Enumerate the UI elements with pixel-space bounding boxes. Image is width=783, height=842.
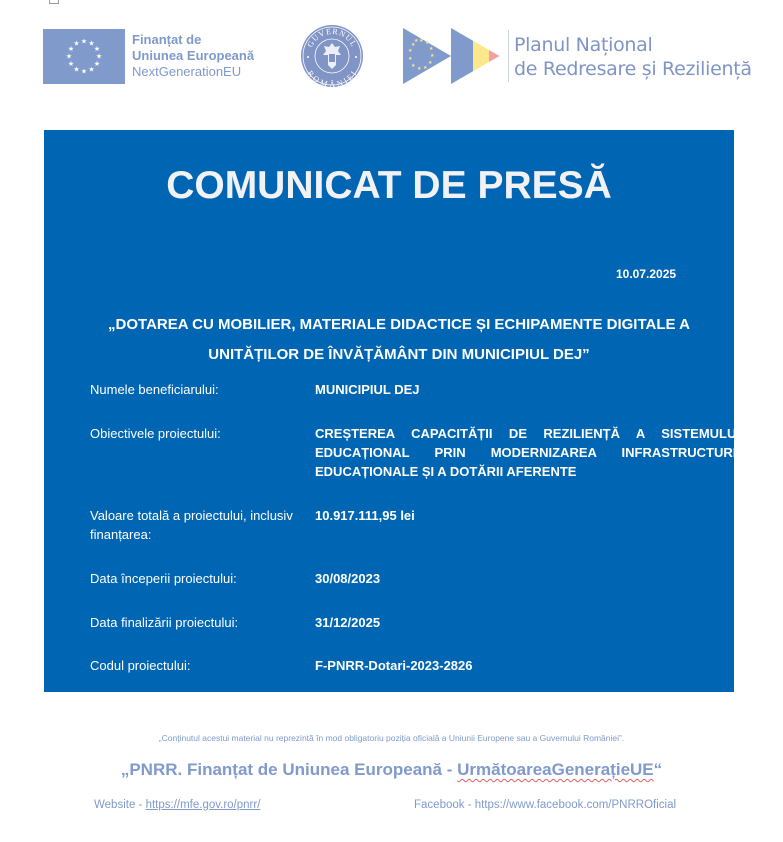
svg-text:★: ★ (429, 46, 434, 52)
pnrr-logo-line2: de Redresare și Reziliență (514, 58, 752, 80)
field-value: 31/12/2025 (315, 615, 381, 630)
svg-text:★: ★ (93, 45, 101, 53)
pnrr-logo-line1: Planul Național (514, 34, 653, 56)
svg-text:★: ★ (428, 60, 433, 66)
svg-text:★: ★ (95, 53, 103, 61)
project-title-line2: UNITĂȚILOR DE ÎNVĂȚĂMÂNT DIN MUNICIPIUL DEJ” (208, 346, 590, 363)
press-release-panel (44, 130, 740, 692)
release-date: 10.07.2025 (616, 267, 677, 281)
svg-text:★: ★ (73, 66, 80, 74)
svg-text:★: ★ (411, 63, 416, 69)
slogan-suffix: “ (653, 760, 663, 779)
slogan-hashtag: UrmătoareaGenerațieUE (457, 760, 654, 779)
pnrr-logo-divider (508, 30, 509, 82)
pnrr-logo-text (514, 33, 752, 81)
svg-text:★: ★ (88, 40, 95, 48)
svg-text:★: ★ (414, 38, 419, 44)
svg-text:ROMÂNIEI: ROMÂNIEI (305, 68, 359, 88)
project-title (64, 310, 734, 370)
eu-funding-line1: Finanțat de (132, 32, 202, 47)
facebook-link[interactable]: Facebook - https://www.facebook.com/PNRROficial (414, 799, 677, 811)
field-label: Data finalizării proiectului: (90, 615, 239, 630)
svg-text:★: ★ (80, 68, 88, 76)
svg-text:★: ★ (93, 60, 101, 68)
svg-text:★: ★ (65, 53, 73, 61)
svg-text:★: ★ (88, 66, 95, 74)
svg-text:★: ★ (419, 38, 424, 44)
eu-funding-text (132, 32, 254, 80)
svg-text:★: ★ (67, 45, 75, 53)
slogan-prefix: „PNRR. Finanțat de Uniunea Europeană - (120, 760, 458, 779)
eu-funding-line3: NextGenerationEU (132, 64, 242, 79)
svg-text:★: ★ (80, 38, 88, 46)
text-boundary-mark (49, 0, 59, 4)
field-label: Numele beneficiarului: (90, 382, 219, 397)
website-link[interactable]: https://mfe.gov.ro/pnrr/ (145, 799, 261, 811)
website-label: Website - (94, 799, 146, 811)
svg-text:★: ★ (408, 48, 413, 54)
disclaimer-text: „Conținutul acestui material nu reprezintă în mod obligatoriu poziția oficială a Uniunii Europene sau a Guvernului României”. (158, 733, 625, 743)
field-value: MUNICIPIUL DEJ (315, 382, 420, 397)
field-value: CREȘTEREA CAPACITĂȚII DE REZILIENȚĂ A SISTEMULUI EDUCAȚIONAL PRIN MODERNIZAREA INFRASTRUCTURII EDUCAȚIONALE ȘI A DOTĂRII AFERENTE (315, 426, 740, 479)
field-label: Obiectivele proiectului: (90, 426, 221, 441)
page-title: COMUNICAT DE PRESĂ (166, 164, 612, 207)
svg-text:GUVERNUL: GUVERNUL (305, 26, 359, 49)
svg-text:★: ★ (408, 56, 413, 62)
eu-flag-icon (43, 29, 125, 84)
eu-funding-line2: Uniunea Europeană (132, 48, 255, 63)
svg-text:★: ★ (430, 53, 435, 59)
field-value: 30/08/2023 (315, 571, 381, 586)
svg-text:★: ★ (417, 66, 422, 72)
website-line (94, 799, 260, 811)
svg-text:★: ★ (425, 40, 430, 46)
field-value: F-PNRR-Dotari-2023-2826 (315, 658, 473, 673)
project-title-line1: „DOTAREA CU MOBILIER, MATERIALE DIDACTICE ȘI ECHIPAMENTE DIGITALE A (108, 316, 690, 333)
svg-text:★: ★ (67, 60, 75, 68)
svg-text:★: ★ (411, 42, 416, 48)
field-label: Valoare totală a proiectului, inclusiv finanțarea: (90, 508, 293, 542)
svg-text:★: ★ (423, 65, 428, 71)
field-label: Codul proiectului: (90, 658, 191, 673)
pnrr-arrows-icon (403, 28, 515, 84)
svg-text:★: ★ (73, 40, 80, 48)
romanian-government-seal-icon (300, 24, 364, 88)
field-value: 10.917.111,95 lei (315, 508, 415, 523)
slogan (0, 760, 783, 780)
field-label: Data începerii proiectului: (90, 571, 237, 586)
